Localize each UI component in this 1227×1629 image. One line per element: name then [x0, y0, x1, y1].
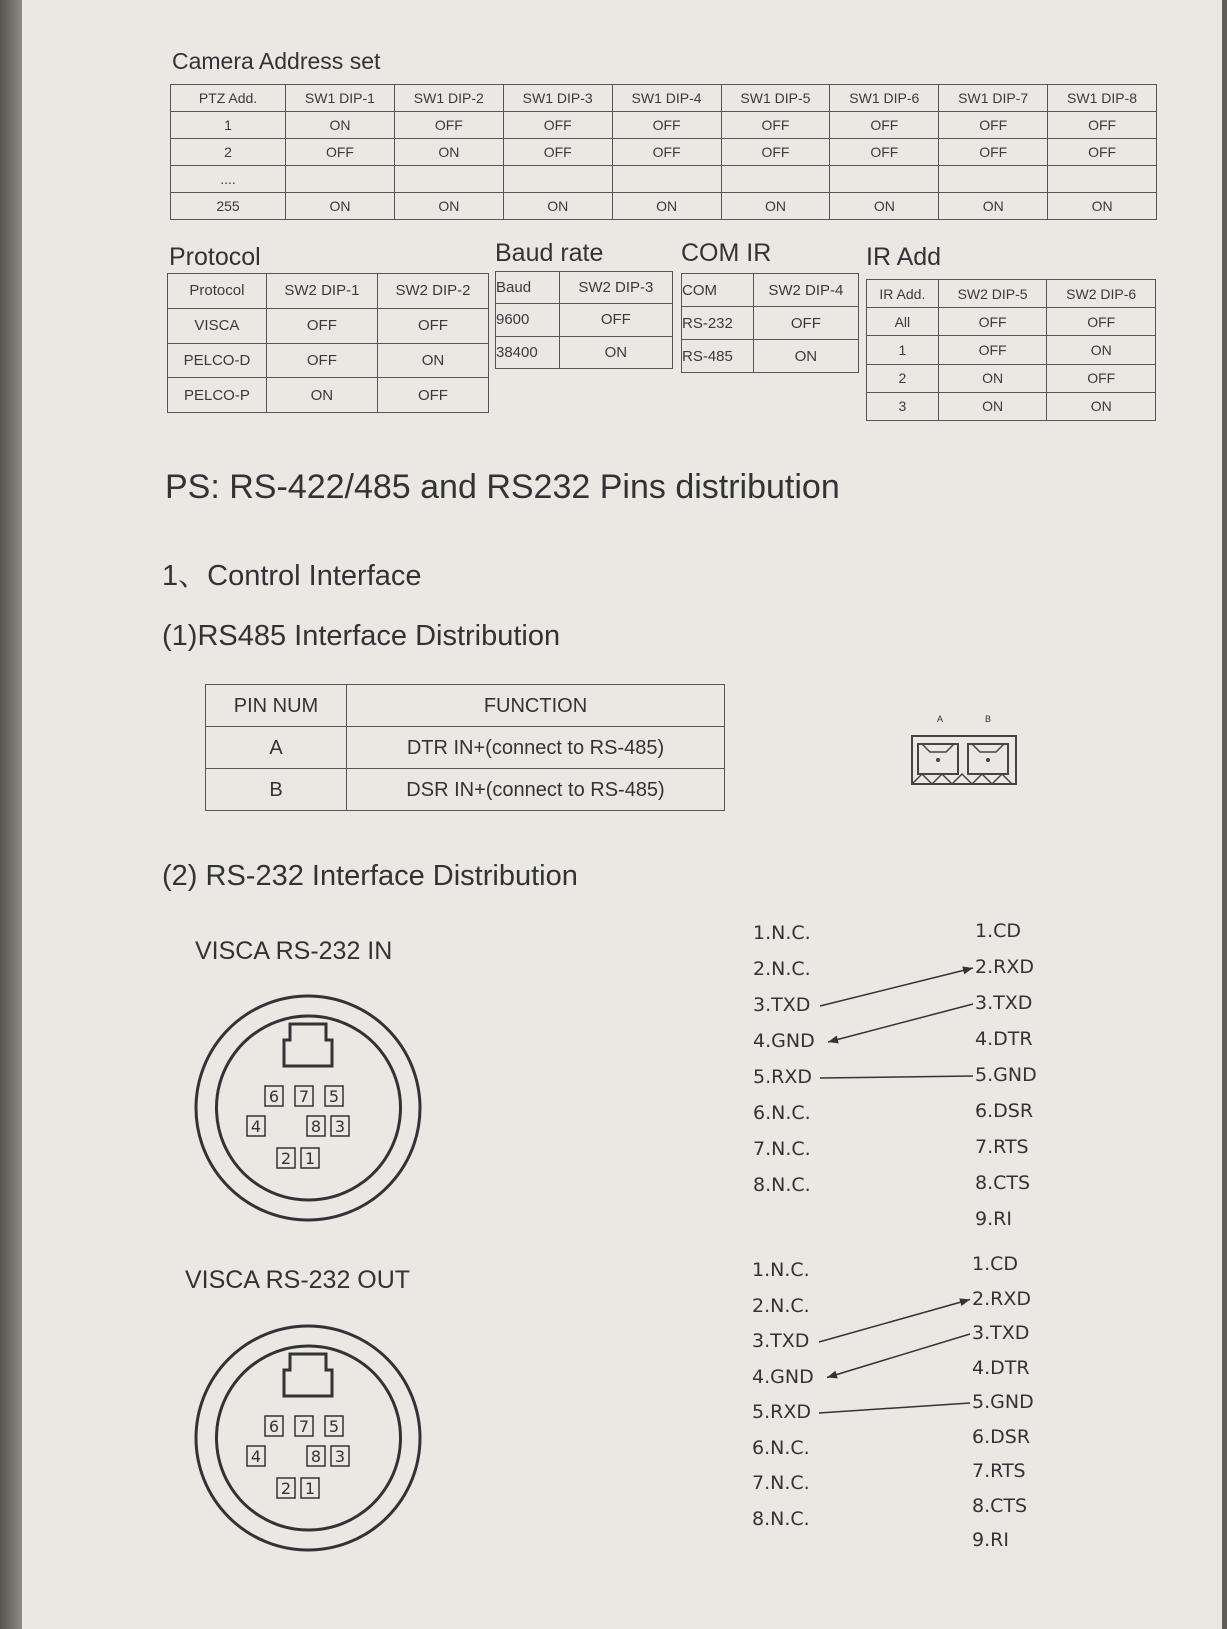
ir-add-table	[866, 279, 1156, 421]
table-cell: 2	[867, 364, 939, 392]
table-cell: VISCA	[168, 308, 267, 343]
pin-right-label: 6.DSR	[975, 1100, 1034, 1122]
visca-in-label: VISCA RS-232 IN	[195, 937, 393, 965]
table-cell: All	[867, 308, 939, 336]
table-cell: RS-232	[682, 307, 754, 340]
table-row	[867, 392, 1156, 420]
header-cell: SW1 DIP-6	[830, 85, 939, 112]
table-cell: OFF	[559, 304, 672, 336]
table-cell: ON	[394, 139, 503, 166]
table-cell: PELCO-D	[168, 343, 267, 378]
table-cell: OFF	[1048, 112, 1157, 139]
header-cell: FUNCTION	[347, 685, 725, 727]
table-cell: DTR IN+(connect to RS-485)	[347, 727, 725, 769]
table-cell: OFF	[1048, 139, 1157, 166]
table-cell: ON	[394, 193, 503, 220]
pin-right-label: 9.RI	[975, 1208, 1012, 1230]
table-cell: OFF	[612, 139, 721, 166]
table-cell: 38400	[496, 336, 560, 368]
pin-left-label: 6.N.C.	[753, 1102, 811, 1124]
header-cell: Baud	[496, 272, 560, 304]
pin-left-label: 6.N.C.	[752, 1436, 810, 1459]
table-row	[496, 304, 673, 336]
table-cell: OFF	[1047, 364, 1156, 392]
table-cell: 255	[171, 193, 286, 220]
table-cell: 9600	[496, 304, 560, 336]
terminal-label-b: B	[985, 714, 992, 724]
pin-right-label: 4.DTR	[972, 1356, 1030, 1379]
header-cell: PIN NUM	[206, 685, 347, 727]
table-row	[206, 769, 725, 811]
table-cell: ON	[721, 193, 830, 220]
table-cell: ON	[377, 343, 488, 378]
header-cell: SW2 DIP-3	[559, 272, 672, 304]
table-row	[682, 307, 859, 340]
header-cell: SW1 DIP-4	[612, 85, 721, 112]
table-cell: PELCO-P	[168, 378, 267, 413]
table-cell: 1	[171, 112, 286, 139]
table-cell: ON	[830, 193, 939, 220]
header-cell: SW1 DIP-7	[939, 85, 1048, 112]
table-row	[867, 364, 1156, 392]
table-row	[171, 139, 1157, 166]
table-cell: OFF	[612, 112, 721, 139]
pin-right-label: 7.RTS	[972, 1460, 1026, 1482]
table-cell: ON	[1047, 392, 1156, 420]
table-header-row	[867, 280, 1156, 308]
table-cell: OFF	[721, 112, 830, 139]
header-cell: SW1 DIP-2	[394, 85, 503, 112]
baud-table	[495, 271, 673, 369]
pin-left-label: 7.N.C.	[753, 1138, 811, 1160]
table-cell	[1048, 166, 1157, 193]
pin-number: 4	[250, 1447, 262, 1466]
pin-right-label: 7.RTS	[975, 1136, 1029, 1158]
table-header-row	[171, 85, 1157, 112]
table-cell: ON	[938, 392, 1047, 420]
pin-number: 7	[298, 1087, 310, 1106]
table-cell: ON	[286, 112, 395, 139]
header-cell: SW2 DIP-4	[753, 274, 858, 307]
control-interface-heading: 1、Control Interface	[162, 560, 422, 592]
pin-right-label: 1.CD	[972, 1253, 1019, 1275]
table-cell: RS-485	[682, 340, 754, 373]
com-ir-table	[681, 273, 859, 373]
table-cell: OFF	[938, 308, 1047, 336]
pin-left-label: 3.TXD	[752, 1330, 810, 1352]
table-cell	[612, 166, 721, 193]
table-cell	[721, 166, 830, 193]
pin-right-label: 1.CD	[975, 920, 1022, 942]
header-cell: SW2 DIP-1	[266, 274, 377, 309]
table-cell: DSR IN+(connect to RS-485)	[347, 769, 725, 811]
pin-number: 4	[250, 1117, 262, 1136]
table-row	[867, 336, 1156, 364]
header-cell: SW1 DIP-5	[721, 85, 830, 112]
pin-right-label: 9.RI	[972, 1529, 1009, 1551]
header-cell: SW2 DIP-5	[938, 280, 1047, 308]
pin-right-label: 8.CTS	[972, 1494, 1028, 1517]
table-cell: 3	[867, 392, 939, 420]
rs485-table	[205, 684, 725, 811]
pin-left-label: 5.RXD	[752, 1401, 811, 1423]
header-cell: SW2 DIP-2	[377, 274, 488, 309]
pin-right-label: 4.DTR	[975, 1028, 1033, 1050]
table-row	[168, 308, 489, 343]
table-cell: OFF	[377, 308, 488, 343]
table-cell: 2	[171, 139, 286, 166]
table-cell: ON	[753, 340, 858, 373]
table-cell: ON	[1048, 193, 1157, 220]
pin-right-label: 8.CTS	[975, 1172, 1031, 1194]
pin-left-label: 5.RXD	[753, 1066, 812, 1088]
table-cell: OFF	[938, 336, 1047, 364]
table-cell: 1	[867, 336, 939, 364]
header-cell: SW1 DIP-1	[286, 85, 395, 112]
table-cell: OFF	[939, 112, 1048, 139]
key-notch	[284, 1354, 332, 1396]
table-header-row	[496, 272, 673, 304]
table-cell	[503, 166, 612, 193]
table-cell: ON	[266, 378, 377, 413]
table-row	[496, 336, 673, 368]
camera-address-table	[170, 84, 1157, 220]
table-cell: OFF	[1047, 308, 1156, 336]
table-row	[171, 112, 1157, 139]
protocol-title: Protocol	[169, 243, 261, 271]
book-spine	[0, 0, 22, 1629]
protocol-table	[167, 273, 489, 413]
table-cell: OFF	[266, 308, 377, 343]
baud-title: Baud rate	[495, 239, 604, 267]
header-cell: COM	[682, 274, 754, 307]
pin-left-label: 2.N.C.	[753, 958, 811, 980]
table-cell: ON	[1047, 336, 1156, 364]
mini-din-connector-icon	[188, 988, 428, 1228]
header-cell: SW1 DIP-8	[1048, 85, 1157, 112]
camera-address-title: Camera Address set	[172, 48, 381, 74]
pin-number: 3	[334, 1117, 346, 1136]
table-cell: OFF	[503, 139, 612, 166]
pin-number: 6	[268, 1417, 280, 1436]
pin-left-label: 1.N.C.	[752, 1259, 810, 1281]
table-cell: OFF	[377, 378, 488, 413]
pin-right-label: 2.RXD	[975, 956, 1034, 978]
table-cell: OFF	[394, 112, 503, 139]
pin-left-label: 7.N.C.	[752, 1472, 810, 1494]
pin-number: 2	[280, 1149, 292, 1168]
pin-number: 1	[304, 1149, 316, 1168]
pin-number: 3	[334, 1447, 346, 1466]
table-cell: ON	[559, 336, 672, 368]
table-cell	[939, 166, 1048, 193]
table-row	[171, 193, 1157, 220]
key-notch	[284, 1024, 332, 1066]
pin-left-label: 8.N.C.	[753, 1174, 811, 1196]
pin-right-label: 3.TXD	[975, 992, 1033, 1014]
table-cell: ON	[939, 193, 1048, 220]
rs485-heading: (1)RS485 Interface Distribution	[162, 620, 561, 652]
pin-number: 1	[304, 1479, 316, 1498]
pin-right-label: 5.GND	[972, 1391, 1034, 1413]
table-row	[171, 166, 1157, 193]
table-row	[206, 727, 725, 769]
pin-right-label: 3.TXD	[972, 1322, 1030, 1344]
header-cell: SW2 DIP-6	[1047, 280, 1156, 308]
header-cell: PTZ Add.	[171, 85, 286, 112]
table-row	[168, 343, 489, 378]
pin-left-label: 4.GND	[752, 1365, 814, 1388]
pin-number: 5	[328, 1417, 340, 1436]
table-cell: ON	[938, 364, 1047, 392]
table-cell: OFF	[503, 112, 612, 139]
table-cell: OFF	[721, 139, 830, 166]
pin-number: 8	[310, 1447, 322, 1466]
table-cell: A	[206, 727, 347, 769]
mini-din-connector-icon	[188, 1318, 428, 1558]
pin-left-label: 3.TXD	[753, 994, 811, 1016]
terminal-label-a: A	[937, 714, 944, 724]
visca-out-label: VISCA RS-232 OUT	[185, 1266, 411, 1294]
pin-number: 8	[310, 1117, 322, 1136]
table-cell: OFF	[939, 139, 1048, 166]
ir-add-title: IR Add	[866, 243, 942, 271]
pin-left-label: 1.N.C.	[753, 922, 811, 944]
table-cell	[286, 166, 395, 193]
table-cell: ON	[503, 193, 612, 220]
table-header-row	[168, 274, 489, 309]
rs485-terminal-icon	[908, 730, 1020, 790]
pins-heading: PS: RS-422/485 and RS232 Pins distribution	[165, 468, 840, 506]
table-row	[168, 378, 489, 413]
table-header-row	[682, 274, 859, 307]
pin-right-label: 5.GND	[975, 1064, 1037, 1086]
table-cell: OFF	[830, 112, 939, 139]
table-row	[867, 308, 1156, 336]
table-cell	[830, 166, 939, 193]
table-cell: ON	[286, 193, 395, 220]
table-cell: OFF	[266, 343, 377, 378]
table-cell	[394, 166, 503, 193]
table-cell: B	[206, 769, 347, 811]
pin-right-label: 2.RXD	[972, 1287, 1031, 1310]
com-ir-title: COM IR	[681, 239, 772, 267]
header-cell: Protocol	[168, 274, 267, 309]
table-header-row	[206, 685, 725, 727]
pin-number: 5	[328, 1087, 340, 1106]
rs232-heading: (2) RS-232 Interface Distribution	[162, 860, 578, 892]
pin-number: 6	[268, 1087, 280, 1106]
table-cell: OFF	[830, 139, 939, 166]
table-cell: ....	[171, 166, 286, 193]
pin-left-label: 8.N.C.	[752, 1507, 810, 1530]
table-cell: OFF	[753, 307, 858, 340]
pin-left-label: 2.N.C.	[752, 1294, 810, 1317]
pin-left-label: 4.GND	[753, 1030, 815, 1052]
header-cell: IR Add.	[867, 280, 939, 308]
table-cell: OFF	[286, 139, 395, 166]
pin-right-label: 6.DSR	[972, 1425, 1031, 1448]
table-row	[682, 340, 859, 373]
pin-number: 2	[280, 1479, 292, 1498]
table-cell: ON	[612, 193, 721, 220]
pin-number: 7	[298, 1417, 310, 1436]
header-cell: SW1 DIP-3	[503, 85, 612, 112]
